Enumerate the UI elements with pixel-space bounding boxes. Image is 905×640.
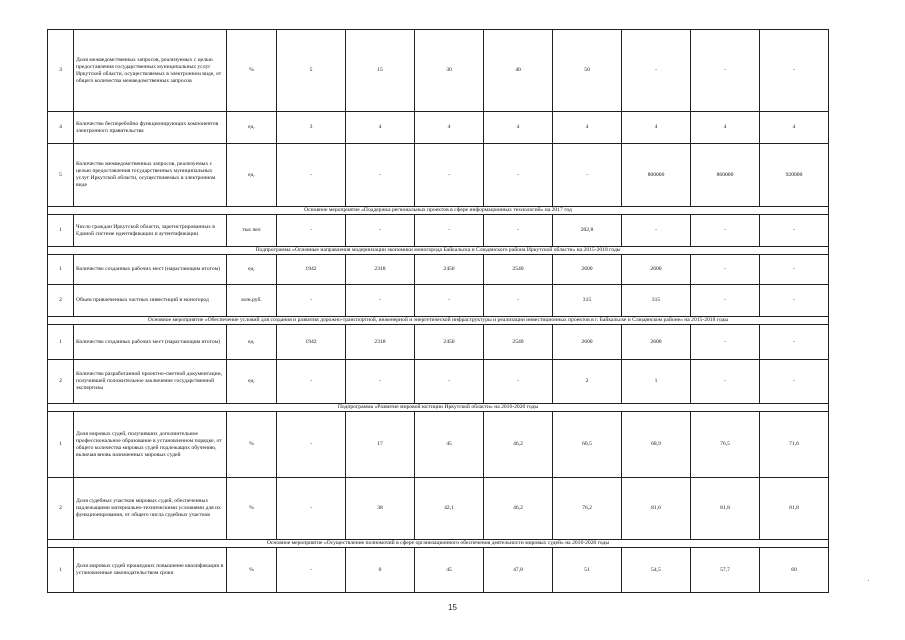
- row-number: 1: [48, 325, 74, 360]
- value-cell: 2540: [484, 255, 553, 285]
- value-cell: 4: [553, 112, 622, 144]
- value-cell: 81,8: [760, 478, 829, 540]
- value-cell: 0: [346, 548, 415, 593]
- value-cell: -: [415, 285, 484, 317]
- table-row: [48, 360, 829, 404]
- value-cell: -: [346, 144, 415, 207]
- value-cell: 2600: [553, 255, 622, 285]
- table-row: [48, 30, 829, 112]
- page-number: 15: [448, 603, 457, 612]
- unit-cell: млн.руб.: [227, 285, 277, 317]
- table-row: [48, 144, 829, 207]
- indicator-name: Объем привлеченных частных инвестиций в моногород: [74, 285, 227, 317]
- value-cell: -: [346, 360, 415, 404]
- value-cell: 1: [622, 360, 691, 404]
- row-number: 1: [48, 215, 74, 247]
- value-cell: 2600: [622, 325, 691, 360]
- value-cell: 1942: [277, 255, 346, 285]
- value-cell: 15: [346, 30, 415, 112]
- row-number: 2: [48, 478, 74, 540]
- value-cell: 81,8: [691, 478, 760, 540]
- value-cell: -: [277, 360, 346, 404]
- indicators-table: [47, 29, 829, 593]
- value-cell: 2318: [346, 255, 415, 285]
- value-cell: 47,8: [484, 548, 553, 593]
- value-cell: 315: [622, 285, 691, 317]
- indicator-name: Доля межведомственных запросов, реализуемых с целью предоставления государственных муниципальных услуг Иркутской области, осуществляемых в электронном виде, от общего количества межведомственных запросов: [74, 30, 227, 112]
- table-row: [48, 215, 829, 247]
- row-number: 1: [48, 412, 74, 478]
- table-row: [48, 285, 829, 317]
- row-number: 2: [48, 360, 74, 404]
- section-header-row: [48, 404, 829, 412]
- value-cell: -: [415, 144, 484, 207]
- value-cell: 68,9: [622, 412, 691, 478]
- indicator-name: Количество созданных рабочих мест (нарастающим итогом): [74, 325, 227, 360]
- section-header-row: [48, 247, 829, 255]
- value-cell: 2540: [484, 325, 553, 360]
- value-cell: 1942: [277, 325, 346, 360]
- value-cell: -: [415, 215, 484, 247]
- indicator-name: Число граждан Иркутской области, зарегистрированных в Единой системе идентификации и аутентификации: [74, 215, 227, 247]
- value-cell: 42,1: [415, 478, 484, 540]
- table-row: [48, 255, 829, 285]
- value-cell: 4: [760, 112, 829, 144]
- value-cell: 4: [484, 112, 553, 144]
- section-title: Подпрограмма «Развитие мировой юстиции Иркутской области» на 2016-2020 годы: [48, 404, 829, 412]
- scan-speck: [868, 580, 869, 581]
- value-cell: -: [346, 285, 415, 317]
- indicator-name: Доля мировых судей, получивших дополнительное профессиональное образование в установленном порядке, от общего количества мировых судей подлежащих обучению, включая вновь назначенных мировых судей: [74, 412, 227, 478]
- section-title: Подпрограмма «Основные направления модернизации экономики моногорода Байкальска и Слюдянского района Иркутской области» на 2015-2018 годы: [48, 247, 829, 255]
- value-cell: -: [691, 285, 760, 317]
- value-cell: -: [277, 144, 346, 207]
- value-cell: 81,6: [622, 478, 691, 540]
- row-number: 5: [48, 144, 74, 207]
- unit-cell: %: [227, 478, 277, 540]
- section-header-row: [48, 317, 829, 325]
- unit-cell: тыс.чел: [227, 215, 277, 247]
- value-cell: 2: [553, 360, 622, 404]
- section-title: Основное мероприятие «Поддержка региональных проектов в сфере информационных технологий» на 2017 год: [48, 207, 829, 215]
- value-cell: 800000: [622, 144, 691, 207]
- value-cell: 76,2: [553, 478, 622, 540]
- value-cell: -: [760, 360, 829, 404]
- value-cell: 2450: [415, 255, 484, 285]
- indicator-name: Количество бесперебойно функционирующих компонентов электронного правительства: [74, 112, 227, 144]
- unit-cell: %: [227, 412, 277, 478]
- value-cell: 51: [553, 548, 622, 593]
- value-cell: 30: [415, 30, 484, 112]
- value-cell: 45: [415, 548, 484, 593]
- indicator-name: Доля мировых судей прошедших повышение квалификации в установленные законодательством сроки: [74, 548, 227, 593]
- value-cell: 45: [415, 412, 484, 478]
- table-row: [48, 112, 829, 144]
- value-cell: 202,8: [553, 215, 622, 247]
- section-header-row: [48, 207, 829, 215]
- unit-cell: ед.: [227, 255, 277, 285]
- unit-cell: ед.: [227, 360, 277, 404]
- value-cell: 4: [415, 112, 484, 144]
- value-cell: -: [691, 360, 760, 404]
- value-cell: -: [277, 285, 346, 317]
- value-cell: 5: [277, 30, 346, 112]
- value-cell: 76,5: [691, 412, 760, 478]
- indicator-name: Количество разработанной проектно-сметной документации, получившей положительное заключение государственной экспертизы: [74, 360, 227, 404]
- value-cell: -: [553, 144, 622, 207]
- section-title: Основное мероприятие «Осуществление полномочий в сфере организационного обеспечения деятельности мировых судей» на 2016-2020 годы: [48, 540, 829, 548]
- value-cell: -: [760, 285, 829, 317]
- unit-cell: %: [227, 548, 277, 593]
- value-cell: -: [277, 215, 346, 247]
- value-cell: 54,5: [622, 548, 691, 593]
- indicator-name: Количество созданных рабочих мест (нарастающим итогом): [74, 255, 227, 285]
- value-cell: -: [622, 30, 691, 112]
- value-cell: 920000: [760, 144, 829, 207]
- unit-cell: ед.: [227, 325, 277, 360]
- value-cell: 50: [553, 30, 622, 112]
- table-row: [48, 412, 829, 478]
- value-cell: 71,6: [760, 412, 829, 478]
- value-cell: 2450: [415, 325, 484, 360]
- value-cell: 40: [484, 30, 553, 112]
- value-cell: -: [277, 548, 346, 593]
- value-cell: -: [622, 215, 691, 247]
- value-cell: 4: [346, 112, 415, 144]
- value-cell: -: [691, 215, 760, 247]
- indicator-name: Доля судебных участков мировых судей, обеспеченных надлежащими материально-техническими условиями для их функционирования, от общего числа судебных участков: [74, 478, 227, 540]
- value-cell: -: [760, 255, 829, 285]
- table-row: [48, 548, 829, 593]
- value-cell: 4: [691, 112, 760, 144]
- section-header-row: [48, 540, 829, 548]
- value-cell: 860000: [691, 144, 760, 207]
- section-title: Основное мероприятие «Обеспечение условий для создания и развития дорожно-транспортной, инженерной и энергетической инфраструктуры и реализации инвестиционных проектов в г. Байкальске и Слюдянском районе» на 2015-2018 годы: [48, 317, 829, 325]
- value-cell: -: [346, 215, 415, 247]
- unit-cell: ед.: [227, 112, 277, 144]
- value-cell: 3: [277, 112, 346, 144]
- value-cell: -: [760, 30, 829, 112]
- indicator-name: Количество межведомственных запросов, реализуемых с целью предоставления государственных муниципальных услуг Иркутской области, осуществляемых в электронном виде: [74, 144, 227, 207]
- value-cell: 38: [346, 478, 415, 540]
- row-number: 2: [48, 285, 74, 317]
- value-cell: 57,7: [691, 548, 760, 593]
- value-cell: 46,2: [484, 478, 553, 540]
- value-cell: -: [760, 325, 829, 360]
- table-row: [48, 325, 829, 360]
- value-cell: 4: [622, 112, 691, 144]
- row-number: 1: [48, 548, 74, 593]
- value-cell: -: [277, 412, 346, 478]
- value-cell: -: [484, 215, 553, 247]
- value-cell: 60,5: [553, 412, 622, 478]
- value-cell: 2600: [553, 325, 622, 360]
- value-cell: -: [415, 360, 484, 404]
- table-row: [48, 478, 829, 540]
- value-cell: -: [691, 255, 760, 285]
- value-cell: -: [484, 360, 553, 404]
- value-cell: -: [484, 285, 553, 317]
- row-number: 4: [48, 112, 74, 144]
- value-cell: -: [277, 478, 346, 540]
- value-cell: 2600: [622, 255, 691, 285]
- row-number: 3: [48, 30, 74, 112]
- value-cell: -: [691, 325, 760, 360]
- value-cell: 60: [760, 548, 829, 593]
- unit-cell: ед.: [227, 144, 277, 207]
- unit-cell: %: [227, 30, 277, 112]
- value-cell: 2318: [346, 325, 415, 360]
- value-cell: 17: [346, 412, 415, 478]
- value-cell: 315: [553, 285, 622, 317]
- value-cell: -: [691, 30, 760, 112]
- value-cell: -: [484, 144, 553, 207]
- row-number: 1: [48, 255, 74, 285]
- value-cell: -: [760, 215, 829, 247]
- value-cell: 46,2: [484, 412, 553, 478]
